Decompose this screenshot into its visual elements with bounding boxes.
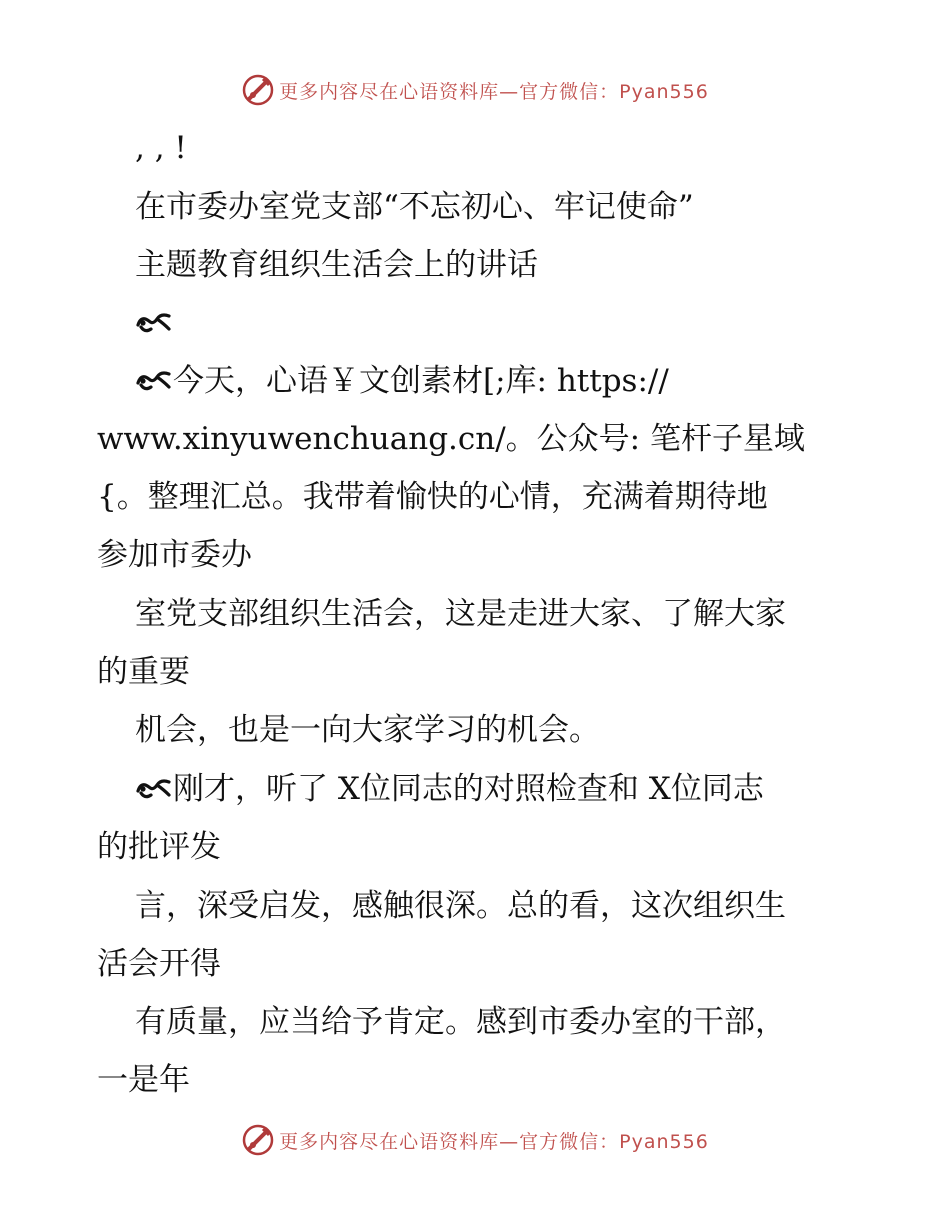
header-banner [0,70,950,110]
paragraph-1-line-3: {。整理汇总。我带着愉快的心情，充满着期待地 [97,479,768,515]
punctuation-line: , , ! [135,130,187,166]
pen-seal-logo-icon [241,1123,275,1157]
ornament-bullet-icon [135,365,173,395]
footer-banner-text: 更多内容尽在心语资料库—官方微信：Pyan556 [279,1130,709,1153]
paragraph-6-line-2: 一是年 [97,1062,190,1098]
footer-banner [0,1120,950,1160]
paragraph-1-line-1 [135,361,935,401]
paragraph-5-line-2: 活会开得 [97,946,221,982]
ornament-bullet-icon [135,773,173,803]
paragraph-4-text: 刚才，听了 X位同志的对照检查和 X位同志 [173,771,764,807]
pen-seal-logo-icon [241,73,275,107]
paragraph-2-line-1: 室党支部组织生活会，这是走进大家、了解大家 [135,596,786,632]
paragraph-4-line-2: 的批评发 [97,829,221,865]
ornament-bullet-icon [135,307,173,337]
title-line-2: 主题教育组织生活会上的讲话 [135,247,538,283]
ornament-line [135,303,935,343]
title-line-1: 在市委办室党支部“不忘初心、牢记使命” [135,189,694,225]
header-banner-text: 更多内容尽在心语资料库—官方微信：Pyan556 [279,80,709,103]
paragraph-1-text: 今天，心语￥文创素材[;库: https:// [173,363,669,399]
paragraph-6-line-1: 有质量，应当给予肯定。感到市委办室的干部， [135,1004,786,1040]
paragraph-2-line-2: 的重要 [97,654,190,690]
paragraph-1-line-4: 参加市委办 [97,537,252,573]
paragraph-3-line-1: 机会，也是一向大家学习的机会。 [135,712,600,748]
paragraph-4-line-1 [135,769,935,809]
paragraph-5-line-1: 言，深受启发，感触很深。总的看，这次组织生 [135,888,786,924]
paragraph-1-line-2: www.xinyuwenchuang.cn/。公众号: 笔杆子星域 [97,421,805,457]
